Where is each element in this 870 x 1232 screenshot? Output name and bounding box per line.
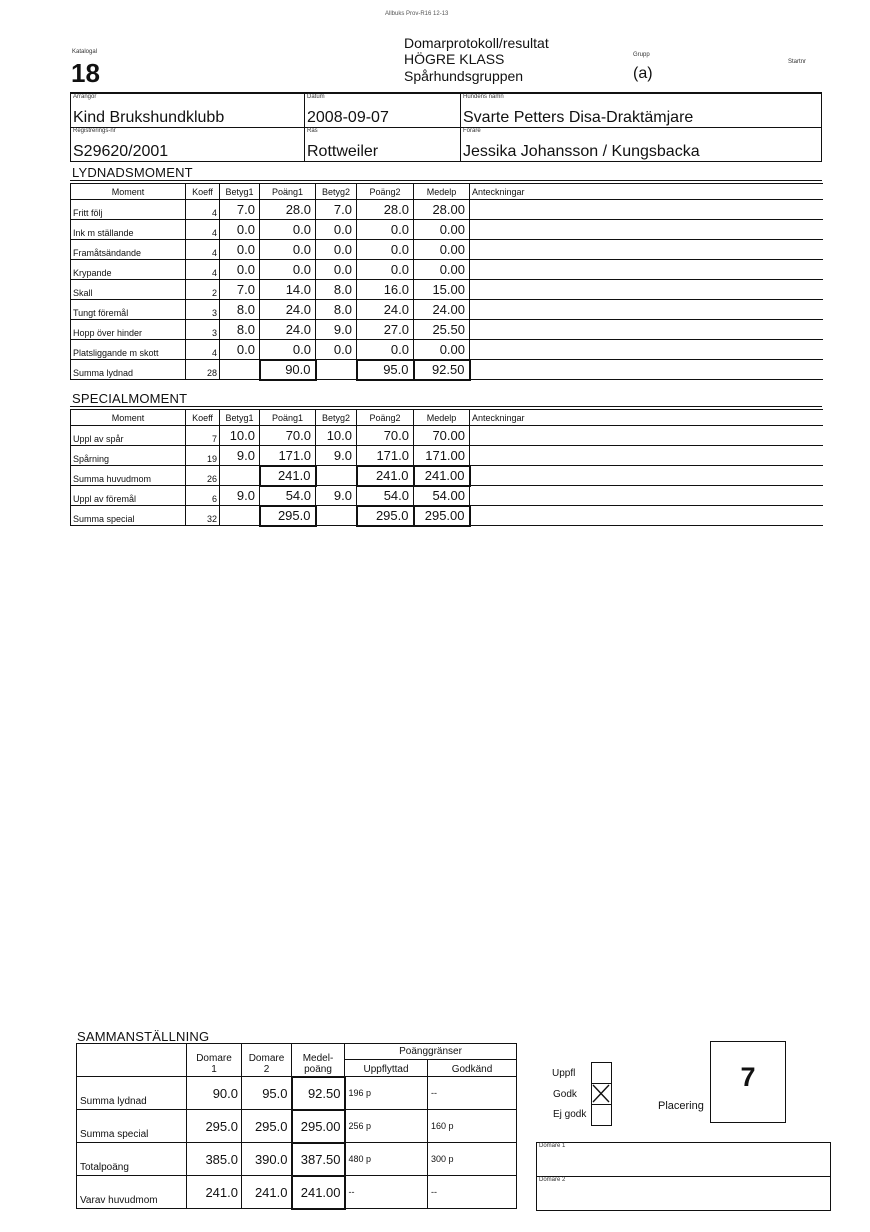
special-table	[70, 409, 823, 527]
domare2-label: Domare 2	[539, 1177, 566, 1183]
title-line3: Spårhundsgruppen	[404, 68, 524, 84]
poang2-cell: 0.0	[357, 340, 414, 360]
summary-medel-cell: 295.00	[292, 1110, 345, 1143]
table-row	[71, 220, 823, 240]
col-godkand: Godkänd	[428, 1060, 517, 1077]
koeff-cell: 4	[186, 340, 220, 360]
col-poang2: Poäng2	[357, 184, 414, 200]
betyg1-cell: 7.0	[220, 200, 260, 220]
col-medel-a: Medel-	[302, 1052, 334, 1064]
col-anteckningar: Anteckningar	[470, 184, 823, 200]
col-poang1: Poäng1	[260, 410, 316, 426]
betyg2-cell: 0.0	[316, 220, 357, 240]
lydnad-table	[70, 183, 823, 381]
title-line1: Domarprotokoll/resultat	[404, 35, 549, 51]
anteckningar-cell	[470, 240, 823, 260]
koeff-cell: 28	[186, 360, 220, 380]
col-domare2-a: Domare	[248, 1053, 285, 1064]
lydnad-header-row	[71, 184, 823, 200]
table-row	[71, 486, 823, 506]
betyg1-cell: 10.0	[220, 426, 260, 446]
col-betyg1: Betyg1	[220, 410, 260, 426]
summary-godkand-cell: --	[428, 1077, 517, 1110]
medelp-cell: 0.00	[414, 340, 470, 360]
anteckningar-cell	[470, 446, 823, 466]
betyg2-cell: 0.0	[316, 340, 357, 360]
summary-row	[77, 1176, 517, 1209]
poang1-cell: 0.0	[260, 240, 316, 260]
summary-row	[77, 1110, 517, 1143]
summary-d2-cell: 95.0	[242, 1077, 292, 1110]
summary-name-cell: Totalpoäng	[77, 1143, 187, 1176]
forare-field	[460, 127, 822, 162]
betyg1-cell: 8.0	[220, 320, 260, 340]
koeff-cell: 4	[186, 200, 220, 220]
anteckningar-cell	[470, 360, 823, 380]
betyg2-cell: 0.0	[316, 240, 357, 260]
datum-label: Datum	[307, 94, 325, 100]
poang1-cell: 24.0	[260, 320, 316, 340]
uppfl-label: Uppfl	[552, 1068, 576, 1079]
poang1-cell: 0.0	[260, 220, 316, 240]
poang1-cell: 0.0	[260, 260, 316, 280]
koeff-cell: 32	[186, 506, 220, 526]
summary-uppflyttad-cell: 480 p	[345, 1143, 428, 1176]
anteckningar-cell	[470, 426, 823, 446]
summary-godkand-cell: --	[428, 1176, 517, 1209]
table-row	[71, 280, 823, 300]
moment-cell: Skall	[71, 280, 186, 300]
betyg2-cell	[316, 506, 357, 526]
betyg1-cell	[220, 466, 260, 486]
poang1-cell: 24.0	[260, 300, 316, 320]
summary-name-cell: Summa lydnad	[77, 1077, 187, 1110]
summary-row	[77, 1143, 517, 1176]
table-row	[71, 300, 823, 320]
grupp-value: (a)	[633, 65, 653, 82]
poang2-cell: 27.0	[357, 320, 414, 340]
lydnad-title-rule	[70, 180, 822, 181]
table-row	[71, 340, 823, 360]
medelp-cell: 70.00	[414, 426, 470, 446]
arrangor-field	[70, 93, 305, 128]
koeff-cell: 3	[186, 320, 220, 340]
summary-table	[76, 1043, 517, 1210]
table-row	[71, 320, 823, 340]
moment-cell: Spårning	[71, 446, 186, 466]
poang2-cell: 16.0	[357, 280, 414, 300]
col-domare2	[242, 1044, 292, 1077]
betyg2-cell: 7.0	[316, 200, 357, 220]
table-row	[71, 466, 823, 486]
registrering-field	[70, 127, 305, 162]
medelp-cell: 171.00	[414, 446, 470, 466]
moment-cell: Krypande	[71, 260, 186, 280]
summary-d1-cell: 385.0	[187, 1143, 242, 1176]
koeff-cell: 2	[186, 280, 220, 300]
col-domare1-a: Domare	[196, 1053, 232, 1064]
anteckningar-cell	[470, 220, 823, 240]
medelp-cell: 241.00	[414, 466, 470, 486]
poang2-cell: 171.0	[357, 446, 414, 466]
hundens-namn-value: Svarte Petters Disa-Draktämjare	[463, 109, 694, 126]
betyg2-cell: 10.0	[316, 426, 357, 446]
koeff-cell: 7	[186, 426, 220, 446]
betyg1-cell	[220, 360, 260, 380]
poang2-cell: 0.0	[357, 260, 414, 280]
moment-cell: Summa special	[71, 506, 186, 526]
medelp-cell: 92.50	[414, 360, 470, 380]
forare-value: Jessika Johansson / Kungsbacka	[463, 143, 700, 160]
moment-cell: Platsliggande m skott	[71, 340, 186, 360]
godk-label: Godk	[553, 1089, 577, 1100]
hundens-namn-label: Hundens namn	[463, 94, 504, 100]
medelp-cell: 0.00	[414, 220, 470, 240]
medelp-cell: 15.00	[414, 280, 470, 300]
summary-d2-cell: 390.0	[242, 1143, 292, 1176]
moment-cell: Uppl av föremål	[71, 486, 186, 506]
poang1-cell: 171.0	[260, 446, 316, 466]
col-koeff: Koeff	[186, 410, 220, 426]
betyg2-cell: 8.0	[316, 280, 357, 300]
title-line2: HÖGRE KLASS	[404, 51, 505, 67]
top-note: Allbuks Prov-R16 12-13	[385, 11, 449, 17]
special-title: SPECIALMOMENT	[72, 391, 188, 406]
registrering-label: Registrerings-nr	[73, 128, 116, 134]
table-row	[71, 260, 823, 280]
lydnad-title: LYDNADSMOMENT	[72, 165, 193, 180]
moment-cell: Hopp över hinder	[71, 320, 186, 340]
anteckningar-cell	[470, 200, 823, 220]
medelp-cell: 0.00	[414, 260, 470, 280]
summary-name-cell: Varav huvudmom	[77, 1176, 187, 1209]
anteckningar-cell	[470, 260, 823, 280]
summary-uppflyttad-cell: --	[345, 1176, 428, 1209]
koeff-cell: 3	[186, 300, 220, 320]
summary-godkand-cell: 300 p	[428, 1143, 517, 1176]
table-row	[71, 240, 823, 260]
poang1-cell: 295.0	[260, 506, 316, 526]
koeff-cell: 6	[186, 486, 220, 506]
medelp-cell: 295.00	[414, 506, 470, 526]
domare1-signature	[536, 1142, 831, 1177]
anteckningar-cell	[470, 300, 823, 320]
col-domare1-b: 1	[211, 1064, 217, 1075]
table-row	[71, 446, 823, 466]
summary-d2-cell: 295.0	[242, 1110, 292, 1143]
summary-d2-cell: 241.0	[242, 1176, 292, 1209]
betyg1-cell	[220, 506, 260, 526]
col-moment: Moment	[71, 410, 186, 426]
poang1-cell: 0.0	[260, 340, 316, 360]
ras-label: Ras	[307, 128, 318, 134]
betyg2-cell	[316, 360, 357, 380]
col-granser: Poänggränser	[345, 1044, 517, 1060]
poang2-cell: 95.0	[357, 360, 414, 380]
ej-godk-label: Ej godk	[553, 1109, 587, 1120]
summary-medel-cell: 387.50	[292, 1143, 345, 1176]
moment-cell: Uppl av spår	[71, 426, 186, 446]
moment-cell: Framåtsändande	[71, 240, 186, 260]
summary-godkand-cell: 160 p	[428, 1110, 517, 1143]
check-x-icon	[592, 1084, 610, 1103]
poang2-cell: 0.0	[357, 240, 414, 260]
summary-d1-cell: 295.0	[187, 1110, 242, 1143]
betyg2-cell: 0.0	[316, 260, 357, 280]
special-title-rule	[70, 406, 822, 407]
betyg1-cell: 0.0	[220, 240, 260, 260]
placering-box	[710, 1041, 786, 1123]
forare-label: Förare	[463, 128, 481, 134]
summary-d1-cell: 90.0	[187, 1077, 242, 1110]
poang2-cell: 295.0	[357, 506, 414, 526]
col-medel-b: poäng	[304, 1063, 332, 1075]
special-header-row	[71, 410, 823, 426]
anteckningar-cell	[470, 506, 823, 526]
col-uppflyttad: Uppflyttad	[345, 1060, 428, 1077]
table-row	[71, 426, 823, 446]
poang2-cell: 70.0	[357, 426, 414, 446]
arrangor-value: Kind Brukshundklubb	[73, 109, 225, 126]
ras-field	[304, 127, 461, 162]
table-row	[71, 200, 823, 220]
betyg2-cell: 9.0	[316, 446, 357, 466]
medelp-cell: 24.00	[414, 300, 470, 320]
betyg1-cell: 8.0	[220, 300, 260, 320]
col-koeff: Koeff	[186, 184, 220, 200]
table-row	[71, 360, 823, 380]
poang1-cell: 28.0	[260, 200, 316, 220]
moment-cell: Ink m ställande	[71, 220, 186, 240]
col-anteckningar: Anteckningar	[470, 410, 823, 426]
domare1-label: Domare 1	[539, 1143, 566, 1149]
betyg1-cell: 9.0	[220, 446, 260, 466]
datum-value: 2008-09-07	[307, 109, 389, 126]
poang2-cell: 0.0	[357, 220, 414, 240]
anteckningar-cell	[470, 486, 823, 506]
summary-uppflyttad-cell: 256 p	[345, 1110, 428, 1143]
moment-cell: Tungt föremål	[71, 300, 186, 320]
col-moment: Moment	[71, 184, 186, 200]
domare2-signature	[536, 1176, 831, 1211]
poang2-cell: 28.0	[357, 200, 414, 220]
poang2-cell: 241.0	[357, 466, 414, 486]
ras-value: Rottweiler	[307, 143, 379, 160]
medelp-cell: 54.00	[414, 486, 470, 506]
summary-medel-cell: 92.50	[292, 1077, 345, 1110]
col-betyg2: Betyg2	[316, 184, 357, 200]
col-medel	[292, 1044, 345, 1077]
medelp-cell: 25.50	[414, 320, 470, 340]
startnr-label: Startnr	[788, 59, 807, 65]
col-poang2: Poäng2	[357, 410, 414, 426]
katalog-label: Katalogal	[72, 49, 98, 55]
katalog-number: 18	[71, 58, 100, 88]
koeff-cell: 4	[186, 260, 220, 280]
koeff-cell: 4	[186, 240, 220, 260]
poang1-cell: 70.0	[260, 426, 316, 446]
anteckningar-cell	[470, 466, 823, 486]
col-poang1: Poäng1	[260, 184, 316, 200]
arrangor-label: Arrangör	[73, 94, 97, 100]
col-betyg2: Betyg2	[316, 410, 357, 426]
medelp-cell: 0.00	[414, 240, 470, 260]
summary-d1-cell: 241.0	[187, 1176, 242, 1209]
summary-name-cell: Summa special	[77, 1110, 187, 1143]
betyg2-cell: 9.0	[316, 320, 357, 340]
moment-cell: Summa lydnad	[71, 360, 186, 380]
table-row	[71, 506, 823, 526]
summary-medel-cell: 241.00	[292, 1176, 345, 1209]
betyg1-cell: 0.0	[220, 340, 260, 360]
poang2-cell: 24.0	[357, 300, 414, 320]
summary-uppflyttad-cell: 196 p	[345, 1077, 428, 1110]
placering-value: 7	[740, 1062, 756, 1092]
summary-corner	[77, 1044, 187, 1077]
betyg1-cell: 7.0	[220, 280, 260, 300]
betyg2-cell	[316, 466, 357, 486]
poang1-cell: 241.0	[260, 466, 316, 486]
col-domare2-b: 2	[263, 1064, 270, 1075]
betyg2-cell: 9.0	[316, 486, 357, 506]
col-domare1	[187, 1044, 242, 1077]
koeff-cell: 19	[186, 446, 220, 466]
medelp-cell: 28.00	[414, 200, 470, 220]
moment-cell: Summa huvudmom	[71, 466, 186, 486]
betyg1-cell: 0.0	[220, 220, 260, 240]
godk-checkbox[interactable]	[591, 1083, 612, 1105]
anteckningar-cell	[470, 280, 823, 300]
datum-field	[304, 93, 461, 128]
betyg1-cell: 9.0	[220, 486, 260, 506]
moment-cell: Fritt följ	[71, 200, 186, 220]
col-medelp: Medelp	[414, 184, 470, 200]
koeff-cell: 26	[186, 466, 220, 486]
summary-header-row1	[77, 1044, 517, 1060]
registrering-value: S29620/2001	[73, 143, 169, 160]
col-betyg1: Betyg1	[220, 184, 260, 200]
poang1-cell: 90.0	[260, 360, 316, 380]
koeff-cell: 4	[186, 220, 220, 240]
poang1-cell: 14.0	[260, 280, 316, 300]
col-medelp: Medelp	[414, 410, 470, 426]
ej-godk-checkbox[interactable]	[591, 1104, 612, 1126]
placering-label: Placering	[658, 1100, 704, 1112]
betyg1-cell: 0.0	[220, 260, 260, 280]
summary-row	[77, 1077, 517, 1110]
uppfl-checkbox[interactable]	[591, 1062, 612, 1084]
poang1-cell: 54.0	[260, 486, 316, 506]
betyg2-cell: 8.0	[316, 300, 357, 320]
hundens-namn-field	[460, 93, 822, 128]
anteckningar-cell	[470, 320, 823, 340]
summary-title: SAMMANSTÄLLNING	[77, 1029, 210, 1044]
anteckningar-cell	[470, 340, 823, 360]
poang2-cell: 54.0	[357, 486, 414, 506]
grupp-label: Grupp	[633, 52, 650, 58]
